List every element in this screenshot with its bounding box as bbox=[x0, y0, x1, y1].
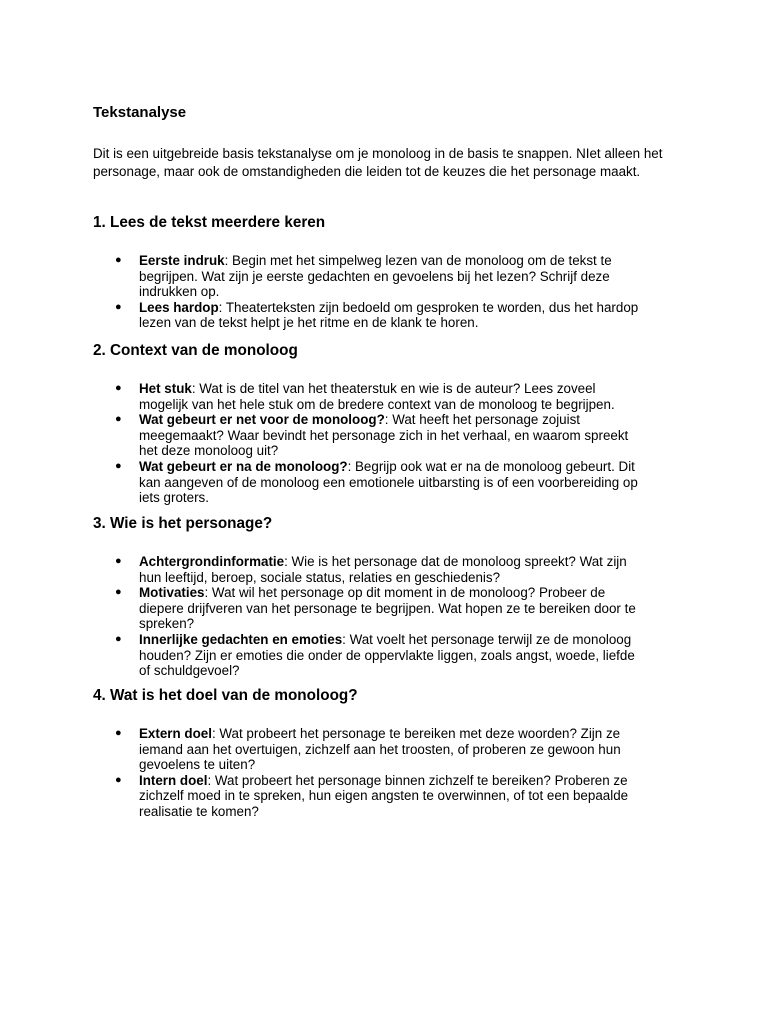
list-item bbox=[93, 253, 647, 300]
list-item bbox=[93, 412, 647, 459]
bullet-icon: ● bbox=[115, 727, 122, 739]
bullet-icon: ● bbox=[115, 382, 122, 394]
item-text: : Wie is het personage dat de monoloog spreekt? Wat zijn hun leeftijd, beroep, sociale status, relaties en geschiedenis? bbox=[139, 554, 627, 585]
section-context bbox=[93, 341, 683, 506]
item-text: : Begrijp ook wat er na de monoloog gebeurt. Dit kan aangeven of de monoloog een emotionele uitbarsting is of een voorbereiding op iets groters. bbox=[139, 458, 638, 506]
list-item bbox=[93, 585, 647, 632]
list-item bbox=[93, 554, 647, 585]
section-lees-de-tekst bbox=[93, 213, 683, 331]
item-term: Lees hardop bbox=[139, 299, 219, 315]
item-term: Motivaties bbox=[139, 585, 205, 601]
item-term: Het stuk bbox=[139, 381, 192, 396]
list-item bbox=[93, 632, 647, 679]
item-text: : Begin met het simpelweg lezen van de monoloog om de tekst te begrijpen. Wat zijn je eerste gedachten en gevoelens bij het lezen? Schrijf deze indrukken op. bbox=[139, 253, 612, 300]
list-item bbox=[93, 459, 647, 506]
item-term: Eerste indruk bbox=[139, 253, 225, 268]
list-item bbox=[93, 300, 647, 331]
item-term: Innerlijke gedachten en emoties bbox=[139, 631, 343, 647]
item-text: : Theaterteksten zijn bedoeld om gesproken te worden, dus het hardop lezen van de tekst helpt je het ritme en de klank te horen. bbox=[139, 299, 639, 331]
list-item bbox=[93, 381, 647, 412]
bullet-icon: ● bbox=[115, 300, 122, 313]
item-text: : Wat is de titel van het theaterstuk en wie is de auteur? Lees zoveel mogelijk van het hele stuk om de bredere context van de monoloog te begrijpen. bbox=[139, 381, 615, 412]
section-doel bbox=[93, 686, 683, 820]
section-personage bbox=[93, 514, 683, 679]
section-heading: 2. Context van de monoloog bbox=[93, 342, 298, 359]
item-term: Extern doel bbox=[139, 726, 212, 741]
bullet-list bbox=[93, 726, 683, 820]
bullet-icon: ● bbox=[115, 632, 122, 645]
item-text: : Wat wil het personage op dit moment in de monoloog? Probeer de diepere drijfveren van het personage te begrijpen. Wat hopen ze te bereiken door te spreken? bbox=[139, 585, 636, 632]
item-text: : Wat probeert het personage binnen zichzelf te bereiken? Proberen ze zichzelf moed in te spreken, hun eigen angsten te overwinnen, of tot een bepaalde realisatie te komen? bbox=[139, 772, 629, 819]
item-term: Wat gebeurt er na de monoloog? bbox=[139, 458, 348, 474]
bullet-icon: ● bbox=[115, 555, 122, 567]
item-term: Intern doel bbox=[139, 772, 208, 788]
bullet-icon: ● bbox=[115, 413, 122, 426]
section-heading: 4. Wat is het doel van de monoloog? bbox=[93, 687, 358, 704]
document-title: Tekstanalyse bbox=[93, 104, 187, 121]
bullet-icon: ● bbox=[115, 586, 122, 599]
item-text: : Wat heeft het personage zojuist meegemaakt? Waar bevindt het personage zich in het verhaal, en waarom spreekt het deze monoloog uit? bbox=[139, 412, 629, 459]
list-item bbox=[93, 726, 647, 773]
item-text: : Wat probeert het personage te bereiken met deze woorden? Zijn ze iemand aan het overtuigen, zichzelf aan het troosten, of proberen ze gewoon hun gevoelens te uiten? bbox=[139, 726, 621, 773]
bullet-icon: ● bbox=[115, 254, 122, 266]
item-term: Achtergrondinformatie bbox=[139, 554, 285, 569]
bullet-list bbox=[93, 554, 683, 679]
intro-paragraph: Dit is een uitgebreide basis tekstanalyse om je monoloog in de basis te snappen. NIet alleen het personage, maar ook de omstandigheden die leiden tot de keuzes die het personage maakt. bbox=[93, 146, 663, 179]
item-text: : Wat voelt het personage terwijl ze de monoloog houden? Zijn er emoties die onder de oppervlakte liggen, zoals angst, woede, liefde of schuldgevoel? bbox=[139, 631, 635, 679]
list-item bbox=[93, 773, 647, 820]
bullet-icon: ● bbox=[115, 459, 122, 472]
item-term: Wat gebeurt er net voor de monoloog? bbox=[139, 412, 385, 428]
bullet-icon: ● bbox=[115, 773, 122, 786]
section-heading: 3. Wie is het personage? bbox=[93, 515, 273, 532]
bullet-list bbox=[93, 253, 683, 331]
section-heading: 1. Lees de tekst meerdere keren bbox=[93, 214, 326, 231]
bullet-list bbox=[93, 381, 683, 506]
